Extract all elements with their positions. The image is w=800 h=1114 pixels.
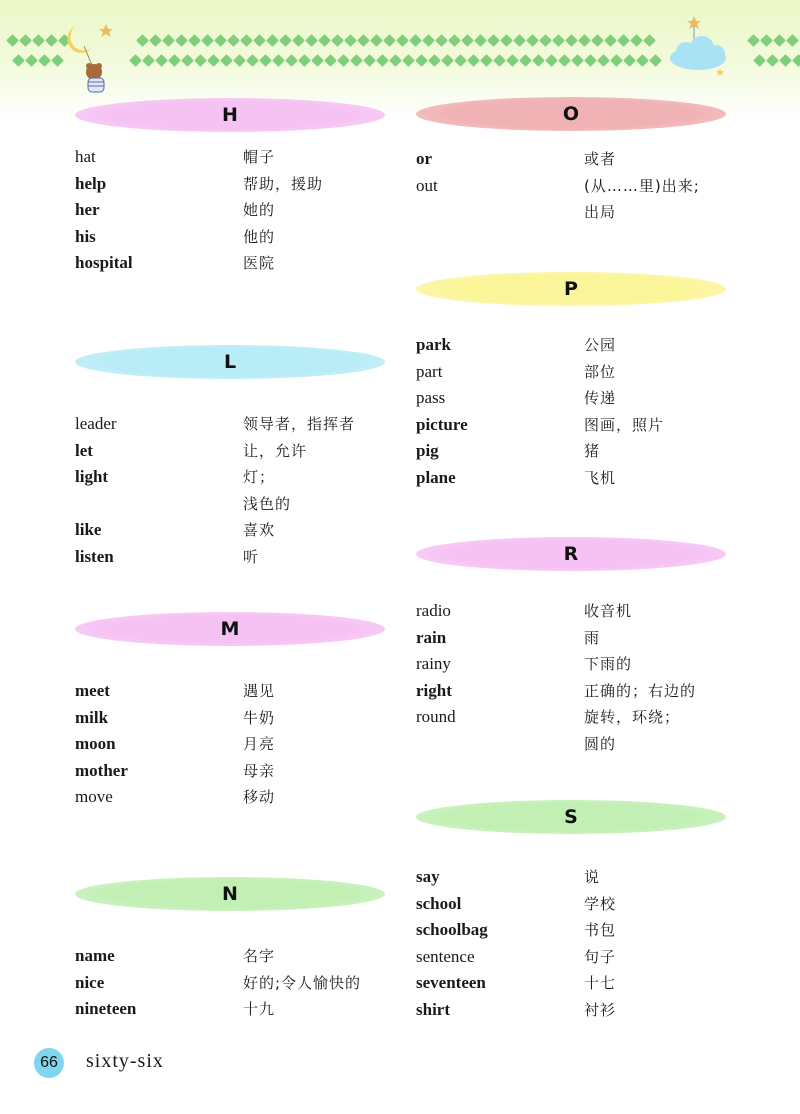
english-word: schoolbag xyxy=(416,920,488,940)
english-word: moon xyxy=(75,734,116,754)
letter-m: M xyxy=(220,618,240,640)
diamond-ornament xyxy=(344,34,357,47)
page-number-word: sixty-six xyxy=(86,1050,164,1072)
diamond-ornament xyxy=(630,34,643,47)
letter-s: S xyxy=(564,806,578,828)
diamond-ornament xyxy=(786,34,799,47)
chinese-meaning: 遇见 xyxy=(243,682,276,700)
vocab-entry xyxy=(416,385,726,411)
letter-o: O xyxy=(562,103,580,125)
vocab-entry xyxy=(75,517,385,543)
vocab-entry xyxy=(416,465,726,491)
letter-h: H xyxy=(222,104,238,126)
vocab-entry xyxy=(75,758,385,784)
letter-banner-r xyxy=(416,537,726,571)
diamond-ornament xyxy=(604,34,617,47)
diamond-ornament xyxy=(207,54,220,67)
chinese-meaning: 医院 xyxy=(243,254,276,273)
vocab-entry xyxy=(75,171,385,197)
chinese-meaning: 他的 xyxy=(243,227,276,246)
english-word: round xyxy=(416,707,456,727)
diamond-ornament xyxy=(25,54,38,67)
diamond-ornament xyxy=(253,34,266,47)
english-word: rain xyxy=(416,627,447,647)
diamond-ornament xyxy=(500,34,513,47)
diamond-ornament xyxy=(136,34,149,47)
diamond-ornament xyxy=(279,34,292,47)
diamond-ornament xyxy=(240,34,253,47)
chinese-meaning: (从……里)出来; xyxy=(584,176,700,195)
chinese-meaning: 她的 xyxy=(243,201,276,220)
chinese-meaning: 月亮 xyxy=(243,735,276,754)
vocab-entry xyxy=(75,784,385,810)
diamond-ornament xyxy=(571,54,584,67)
chinese-meaning: 十七 xyxy=(584,974,617,993)
chinese-meaning: 公园 xyxy=(584,336,617,354)
diamond-ornament xyxy=(298,54,311,67)
diamond-ornament xyxy=(45,34,58,47)
vocab-entry xyxy=(416,199,726,225)
diamond-ornament xyxy=(428,54,441,67)
english-word: or xyxy=(416,149,433,168)
english-word: sentence xyxy=(416,946,475,966)
vocab-entry xyxy=(416,332,726,358)
letter-banner-p xyxy=(416,272,726,306)
chinese-meaning: 部位 xyxy=(584,362,617,381)
diamond-ornament xyxy=(32,34,45,47)
chinese-meaning: 出局 xyxy=(584,203,617,222)
diamond-ornament xyxy=(142,54,155,67)
chinese-meaning: 飞机 xyxy=(584,469,617,487)
diamond-ornament xyxy=(409,34,422,47)
chinese-meaning: 灯； xyxy=(243,468,276,487)
diamond-ornament xyxy=(526,34,539,47)
diamond-ornament xyxy=(552,34,565,47)
english-word: name xyxy=(75,946,115,965)
chinese-meaning: 正确的；右边的 xyxy=(584,681,697,700)
diamond-ornament xyxy=(766,54,779,67)
chinese-meaning: 书包 xyxy=(584,921,617,940)
diamond-ornament xyxy=(181,54,194,67)
diamond-ornament xyxy=(636,54,649,67)
chinese-meaning: 圆的 xyxy=(584,735,617,753)
letter-banner-o xyxy=(416,97,726,131)
diamond-ornament xyxy=(285,54,298,67)
diamond-ornament xyxy=(461,34,474,47)
diamond-ornament xyxy=(266,34,279,47)
vocab-entry xyxy=(416,917,726,943)
chinese-meaning: 浅色的 xyxy=(243,494,292,513)
english-word: help xyxy=(75,173,107,193)
diamond-ornament xyxy=(747,34,760,47)
diamond-ornament xyxy=(506,54,519,67)
chinese-meaning: 移动 xyxy=(243,788,276,807)
english-word: leader xyxy=(75,414,117,433)
chinese-meaning: 收音机 xyxy=(584,602,633,620)
diamond-ornament xyxy=(448,34,461,47)
chinese-meaning: 听 xyxy=(243,548,260,566)
vocab-entry xyxy=(416,173,726,199)
diamond-ornament xyxy=(259,54,272,67)
letter-banner-s xyxy=(416,800,726,834)
english-word: school xyxy=(416,893,462,913)
vocab-entry xyxy=(416,944,726,970)
diamond-ornament xyxy=(623,54,636,67)
english-word: right xyxy=(416,680,452,700)
diamond-ornament xyxy=(591,34,604,47)
vocab-entry xyxy=(75,943,385,969)
diamond-ornament xyxy=(617,34,630,47)
vocab-entry xyxy=(75,144,385,170)
chinese-meaning: 母亲 xyxy=(243,761,276,780)
english-word: listen xyxy=(75,547,114,566)
vocab-entry xyxy=(75,731,385,757)
diamond-ornament xyxy=(19,34,32,47)
english-word: park xyxy=(416,335,451,354)
chinese-meaning: 学校 xyxy=(584,894,617,913)
english-word: part xyxy=(416,361,443,381)
english-word: hospital xyxy=(75,253,133,273)
vocab-entry xyxy=(75,464,385,490)
english-word: rainy xyxy=(416,654,451,674)
vocab-entry xyxy=(416,970,726,996)
diamond-ornament xyxy=(168,54,181,67)
vocab-entry xyxy=(416,678,726,704)
diamond-ornament xyxy=(175,34,188,47)
vocab-entry xyxy=(75,438,385,464)
vocab-entry xyxy=(75,544,385,570)
chinese-meaning: 喜欢 xyxy=(243,521,276,540)
diamond-ornament xyxy=(441,54,454,67)
vocab-entry xyxy=(75,197,385,223)
diamond-ornament xyxy=(545,54,558,67)
diamond-ornament xyxy=(454,54,467,67)
english-word: meet xyxy=(75,681,110,700)
english-word: nineteen xyxy=(75,999,137,1019)
diamond-ornament xyxy=(233,54,246,67)
diamond-ornament xyxy=(487,34,500,47)
vocab-entry xyxy=(75,250,385,276)
english-word: plane xyxy=(416,468,456,487)
chinese-meaning: 让，允许 xyxy=(243,441,308,460)
diamond-ornament xyxy=(331,34,344,47)
page-number-badge xyxy=(34,1048,64,1078)
diamond-ornament xyxy=(38,54,51,67)
chinese-meaning: 说 xyxy=(584,868,601,886)
english-word: pass xyxy=(416,388,446,408)
english-word: mother xyxy=(75,760,128,780)
diamond-ornament xyxy=(6,34,19,47)
english-word: her xyxy=(75,200,100,220)
letter-banner-n xyxy=(75,877,385,911)
letter-r: R xyxy=(563,543,579,565)
english-word: picture xyxy=(416,414,468,434)
diamond-ornament xyxy=(565,34,578,47)
diamond-ornament xyxy=(480,54,493,67)
vocab-entry xyxy=(416,412,726,438)
chinese-meaning: 牛奶 xyxy=(243,708,276,727)
english-word: light xyxy=(75,467,109,487)
diamond-ornament xyxy=(376,54,389,67)
diamond-ornament xyxy=(389,54,402,67)
diamond-ornament xyxy=(435,34,448,47)
diamond-ornament xyxy=(760,34,773,47)
vocab-entry xyxy=(416,438,726,464)
diamond-ornament xyxy=(513,34,526,47)
chinese-meaning: 十九 xyxy=(243,1000,276,1019)
diamond-ornament xyxy=(539,34,552,47)
diamond-ornament xyxy=(305,34,318,47)
diamond-ornament xyxy=(227,34,240,47)
letter-l: L xyxy=(223,351,237,373)
english-word: his xyxy=(75,226,96,246)
vocab-entry xyxy=(416,625,726,651)
diamond-ornament xyxy=(474,34,487,47)
chinese-meaning: 雨 xyxy=(584,628,601,647)
diamond-ornament xyxy=(532,54,545,67)
diamond-ornament xyxy=(415,54,428,67)
chinese-meaning: 猪 xyxy=(584,442,601,461)
diamond-ornament xyxy=(311,54,324,67)
english-word: nice xyxy=(75,972,105,992)
vocab-entry xyxy=(416,146,726,172)
diamond-ornament xyxy=(584,54,597,67)
page-number: 66 xyxy=(40,1054,58,1071)
diamond-ornament xyxy=(383,34,396,47)
diamond-ornament xyxy=(194,54,207,67)
english-word: out xyxy=(416,175,438,195)
diamond-ornament xyxy=(597,54,610,67)
letter-banner-h xyxy=(75,98,385,132)
diamond-ornament xyxy=(519,54,532,67)
diamond-ornament xyxy=(779,54,792,67)
chinese-meaning: 帮助，援助 xyxy=(243,174,324,193)
diamond-ornament xyxy=(363,54,376,67)
letter-p: P xyxy=(564,278,578,300)
moon-bear-illustration xyxy=(62,18,132,98)
english-word: say xyxy=(416,867,440,886)
chinese-meaning: 帽子 xyxy=(243,148,276,166)
chinese-meaning: 名字 xyxy=(243,947,276,965)
letter-n: N xyxy=(222,883,238,905)
english-word: pig xyxy=(416,441,439,461)
vocab-entry xyxy=(416,891,726,917)
chinese-meaning: 句子 xyxy=(584,947,617,966)
diamond-ornament xyxy=(162,34,175,47)
english-word: seventeen xyxy=(416,973,486,993)
letter-banner-l xyxy=(75,345,385,379)
vocab-entry xyxy=(75,491,385,517)
diamond-ornament xyxy=(402,54,415,67)
vocab-entry xyxy=(416,598,726,624)
diamond-ornament xyxy=(773,34,786,47)
diamond-ornament xyxy=(337,54,350,67)
diamond-ornament xyxy=(792,54,800,67)
diamond-ornament xyxy=(610,54,623,67)
english-word: let xyxy=(75,440,93,460)
diamond-ornament xyxy=(357,34,370,47)
diamond-ornament xyxy=(201,34,214,47)
diamond-ornament xyxy=(272,54,285,67)
diamond-ornament xyxy=(493,54,506,67)
chinese-meaning: 传递 xyxy=(584,389,617,408)
diamond-ornament xyxy=(318,34,331,47)
english-word: shirt xyxy=(416,1000,450,1019)
letter-banner-m xyxy=(75,612,385,646)
vocab-entry xyxy=(75,411,385,437)
diamond-ornament xyxy=(214,34,227,47)
english-word: radio xyxy=(416,601,451,620)
vocab-entry xyxy=(416,651,726,677)
diamond-ornament xyxy=(220,54,233,67)
vocab-entry xyxy=(75,970,385,996)
chinese-meaning: 或者 xyxy=(584,150,617,168)
chinese-meaning: 衬衫 xyxy=(584,1001,617,1019)
english-word: milk xyxy=(75,707,109,727)
diamond-ornament xyxy=(188,34,201,47)
english-word: move xyxy=(75,787,113,807)
diamond-ornament xyxy=(753,54,766,67)
diamond-ornament xyxy=(643,34,656,47)
diamond-ornament xyxy=(350,54,363,67)
diamond-ornament xyxy=(396,34,409,47)
diamond-ornament xyxy=(149,34,162,47)
diamond-ornament xyxy=(558,54,571,67)
vocab-entry xyxy=(75,996,385,1022)
vocab-entry xyxy=(75,224,385,250)
diamond-ornament xyxy=(12,54,25,67)
chinese-meaning: 好的;令人愉快的 xyxy=(243,973,362,992)
vocab-entry xyxy=(416,864,726,890)
english-word: like xyxy=(75,520,102,540)
chinese-meaning: 下雨的 xyxy=(584,655,633,674)
vocab-entry xyxy=(75,678,385,704)
diamond-ornament xyxy=(370,34,383,47)
vocab-entry xyxy=(416,731,726,757)
diamond-ornament xyxy=(324,54,337,67)
chinese-meaning: 领导者，指挥者 xyxy=(243,415,356,433)
vocab-entry xyxy=(416,359,726,385)
diamond-ornament xyxy=(578,34,591,47)
english-word: hat xyxy=(75,147,96,166)
cloud-stars-illustration xyxy=(660,12,740,82)
chinese-meaning: 旋转，环绕； xyxy=(584,708,681,727)
vocab-entry xyxy=(75,705,385,731)
diamond-ornament xyxy=(246,54,259,67)
chinese-meaning: 图画，照片 xyxy=(584,415,665,434)
vocab-entry xyxy=(416,704,726,730)
diamond-ornament xyxy=(422,34,435,47)
diamond-ornament xyxy=(155,54,168,67)
diamond-ornament xyxy=(292,34,305,47)
vocab-entry xyxy=(416,997,726,1023)
diamond-ornament xyxy=(467,54,480,67)
